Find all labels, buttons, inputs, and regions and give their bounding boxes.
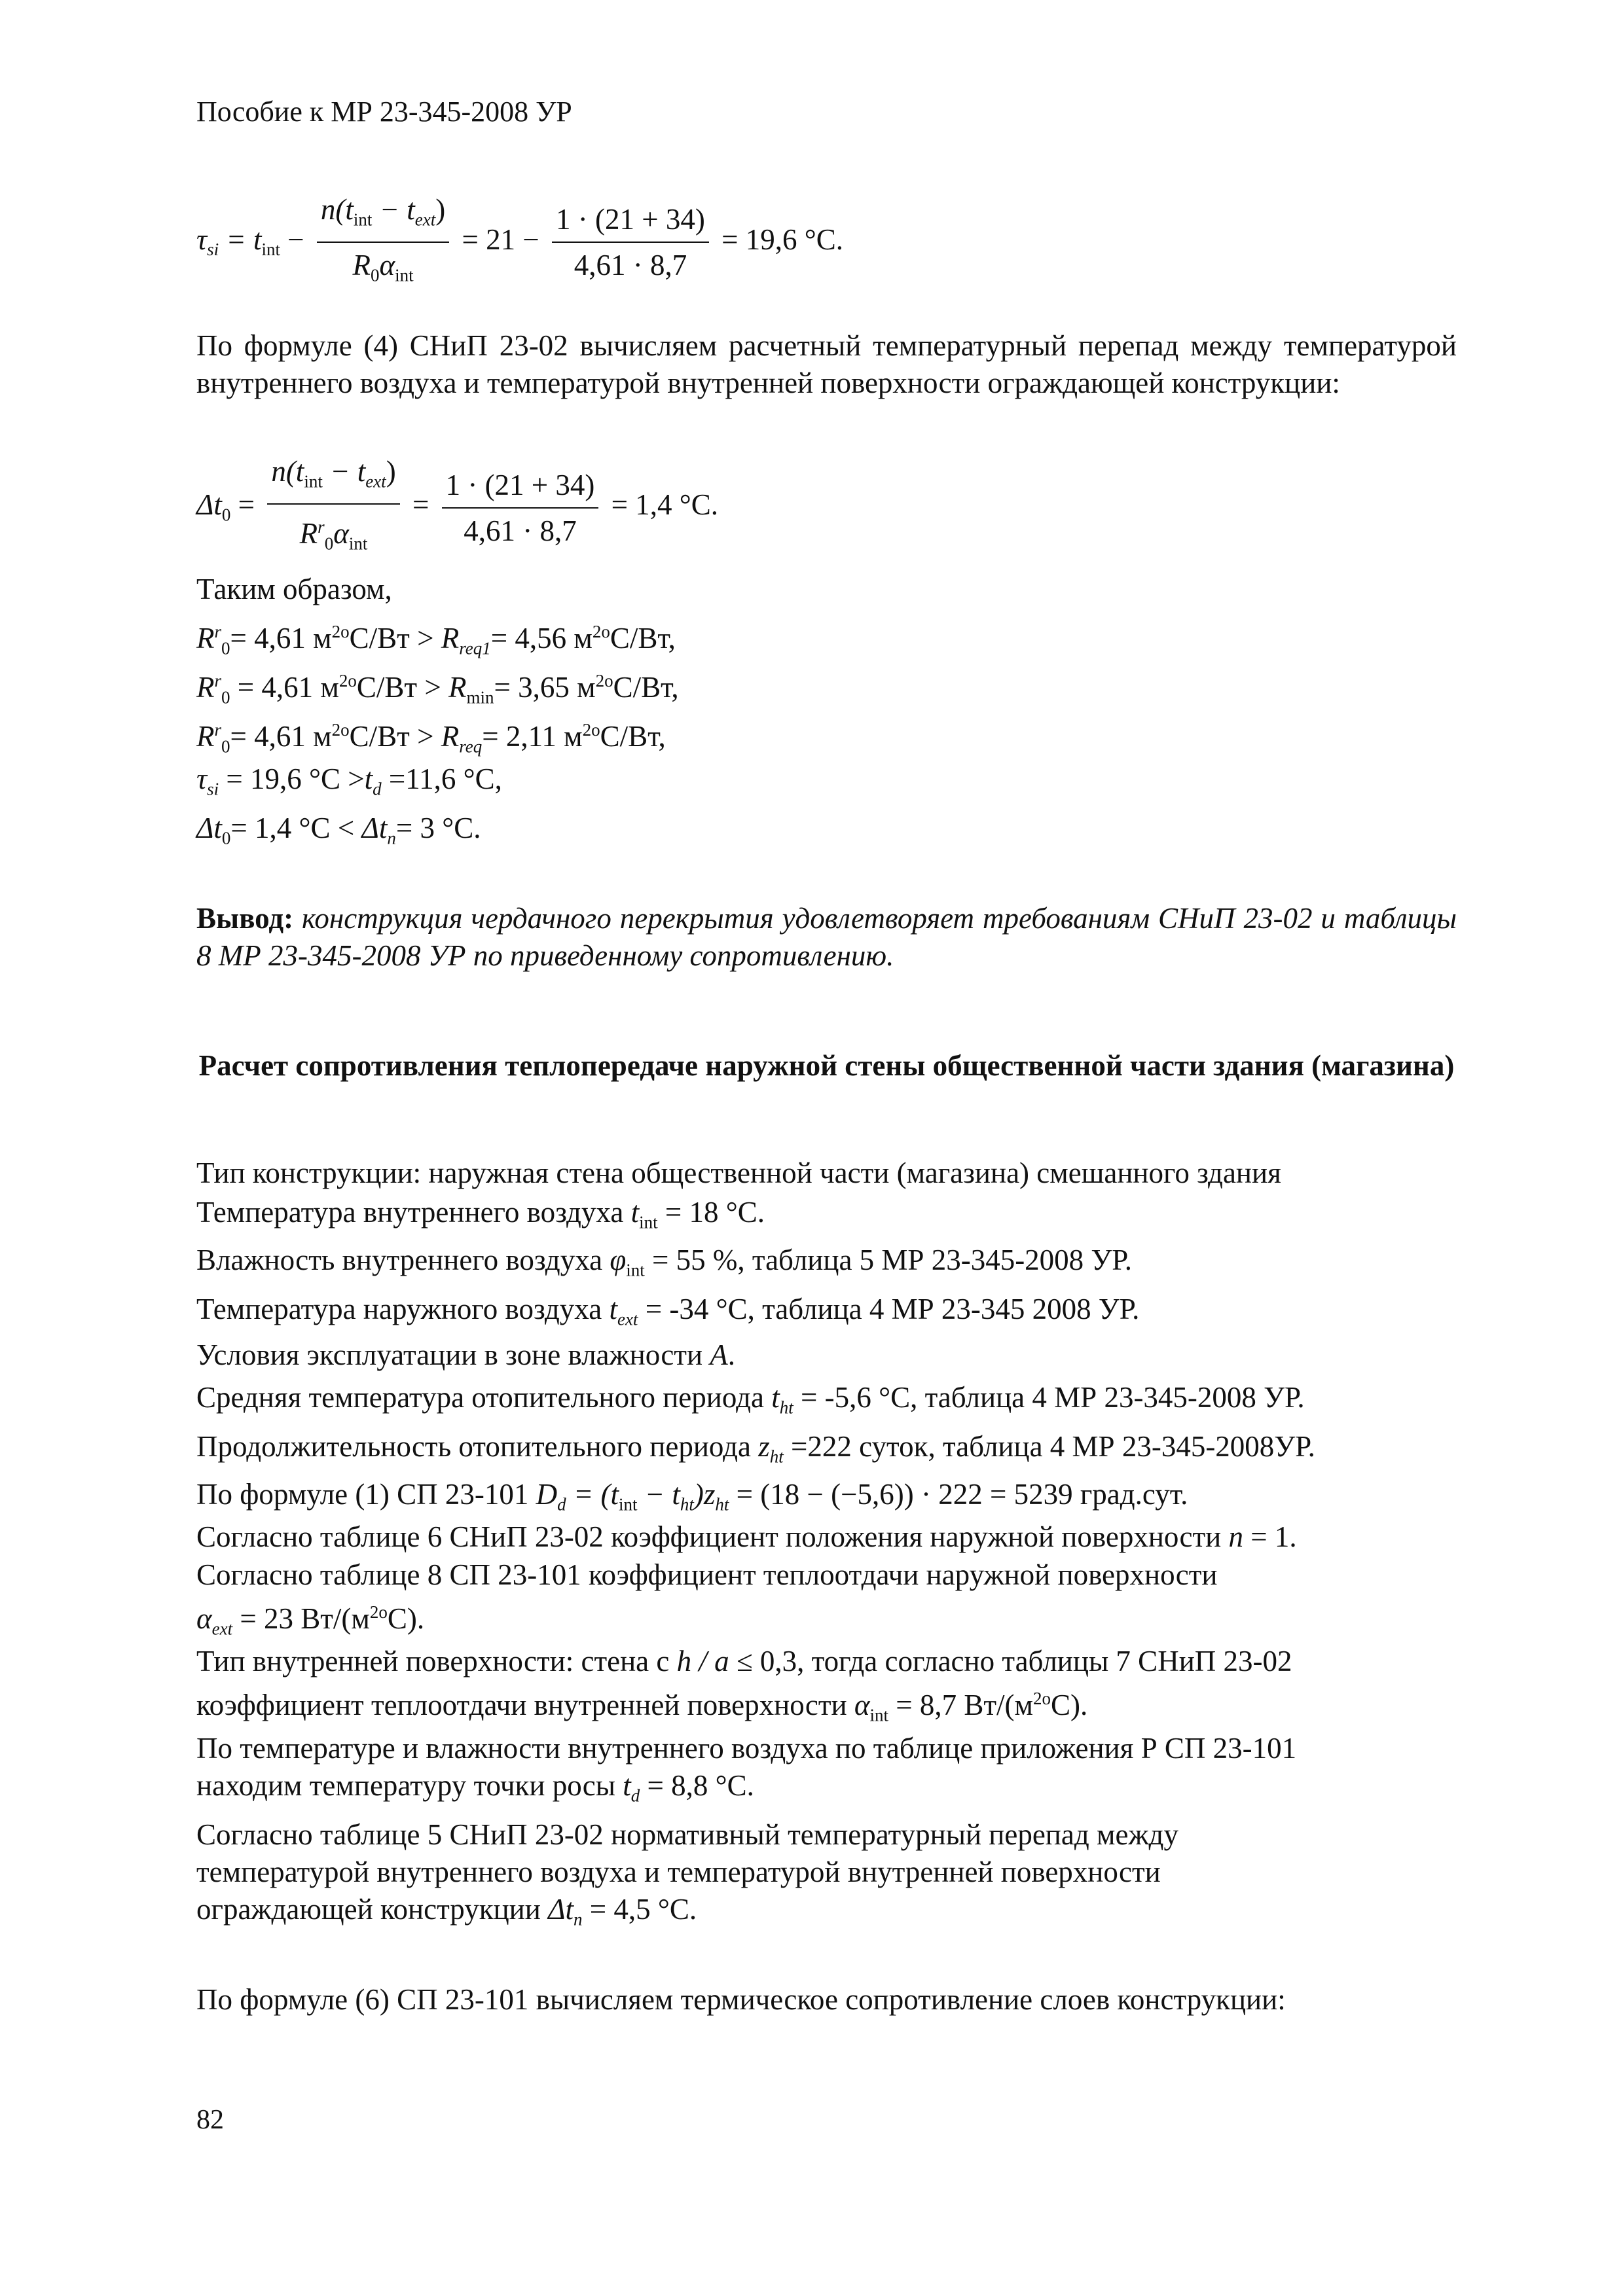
text-line-1: Тип конструкции: наружная стена общественной части (магазина) смешанного здания: [196, 1157, 1281, 1189]
check-delta-t0: $\Delta t_0= 1,4$ $^\circ C < \Delta t_n= 3$ °C.: [196, 812, 481, 848]
text-line-9: Согласно таблице 6 СНиП 23-02 коэффициент положения наружной поверхности n = 1.: [196, 1520, 1297, 1553]
text-line-19: По формуле (6) СП 23-101 вычисляем термическое сопротивление слоев конструкции:: [196, 1983, 1286, 2016]
page-number: 82: [196, 2105, 224, 2135]
fraction-1a: $\frac{n(t_{int} - t_{ext})}{R_0\alpha_{int}}$: [317, 190, 449, 295]
check-r0-req: $R^r_0= 4,61$ $м^{2о}С/Вт > R_{req}= 2,11$ $м^{2о}С/Вт$,: [196, 720, 666, 757]
text-line-5: Условия эксплуатации в зоне влажности А.: [196, 1338, 736, 1371]
text-line-7: Продолжительность отопительного периода $z_{ht} =222$ суток, таблица 4 МР 23-345-2008УР.: [196, 1430, 1315, 1467]
text-line-2: Температура внутреннего воздуха $t_{int} = 18$ °C.: [196, 1196, 765, 1232]
conclusion: Вывод: конструкция чердачного перекрытия удовлетворяет требованиям СНиП 23-02 и таблицы 8 МР 23-345-2008 УР по приведенному сопротивлению.: [196, 902, 1457, 972]
text-line-3: Влажность внутреннего воздуха $\varphi_{int} = 55$ %, таблица 5 МР 23-345-2008 УР.: [196, 1244, 1132, 1280]
text-line-4: Температура наружного воздуха $t_{ext} = -34$ °C, таблица 4 МР 23-345 2008 УР.: [196, 1293, 1140, 1329]
fraction-2b: $\frac{1 \cdot (21 + 34)}{4,61 \cdot 8,7}$: [442, 465, 599, 550]
text-line-12-13: Тип внутренней поверхности: стена с h / a ≤ 0,3, тогда согласно таблицы 7 СНиП 23-02 коэффициент теплоотдачи внутренней поверхности $\alpha_{int} = 8,7$ $Вт/(м^{2о}С)$.: [196, 1645, 1292, 1725]
formula-delta-t0: $\Delta t_0$ = $\frac{n(t_{int} - t_{ext})}{R^r_0\alpha_{int}}$ = $\frac{1 \cdot (21 + 34)}{4,61 \cdot 8,7}$ = 1,4 °C.: [196, 452, 718, 564]
text-line-14-15: По температуре и влажности внутреннего воздуха по таблице приложения Р СП 23-101 находим температуру точки росы $t_d = 8,8$ °C.: [196, 1732, 1297, 1806]
fraction-2a: $\frac{n(t_{int} - t_{ext})}{R^r_0\alpha_{int}}$: [267, 452, 399, 564]
text-line-10-11: Согласно таблице 8 СП 23-101 коэффициент теплоотдачи наружной поверхности $\alpha_{ext} = 23$ $Вт/(м^{2о}С)$.: [196, 1558, 1218, 1639]
fraction-1b: $\frac{1 \cdot (21 + 34)}{4,61 \cdot 8,7}$: [552, 200, 709, 285]
check-tau-si: $\tau_{si} = 19,6$ $^\circ C >t_d =11,6$ °C,: [196, 762, 502, 799]
text-line-6: Средняя температура отопительного периода $t_{ht} = -5,6$ °C, таблица 4 МР 23-345-2008 УР.: [196, 1381, 1305, 1418]
paragraph-formula-4: По формуле (4) СНиП 23-02 вычисляем расчетный температурный перепад между температурой внутреннего воздуха и температурой внутренней поверхности ограждающей конструкции:: [196, 329, 1457, 399]
running-header: Пособие к МР 23-345-2008 УР: [196, 96, 572, 128]
section-heading: Расчет сопротивления теплопередаче наружной стены общественной части здания (магазина): [198, 1049, 1455, 1082]
check-r0-req1: $R^r_0= 4,61$ $м^{2о}С/Вт > R_{req1}= 4,56$ $м^{2о}С/Вт$,: [196, 622, 676, 658]
text-line-8-formula-dd: По формуле (1) СП 23-101 $D_d = (t_{int} - t_{ht})z_{ht} = (18 - (-5,6)) \cdot 222 = 5239$ град.сут.: [196, 1478, 1188, 1515]
check-r0-min: $R^r_0 = 4,61$ $м^{2о}С/Вт > R_{min}= 3,65$ $м^{2о}С/Вт$,: [196, 671, 679, 708]
thus-label: Таким образом,: [196, 573, 392, 605]
text-line-16-18: Согласно таблице 5 СНиП 23-02 нормативный температурный перепад между температурой внутреннего воздуха и температурой внутренней поверхности ограждающей конструкции $\Delta t_n = 4,5$ °C.: [196, 1818, 1178, 1929]
formula-tau-si: $\tau_{si} = t_{int}$ − $\frac{n(t_{int} - t_{ext})}{R_0\alpha_{int}}$ = 21 − $\frac{1 \cdot (21 + 34)}{4,61 \cdot 8,7}$ = 19,6 °C.: [196, 190, 843, 295]
